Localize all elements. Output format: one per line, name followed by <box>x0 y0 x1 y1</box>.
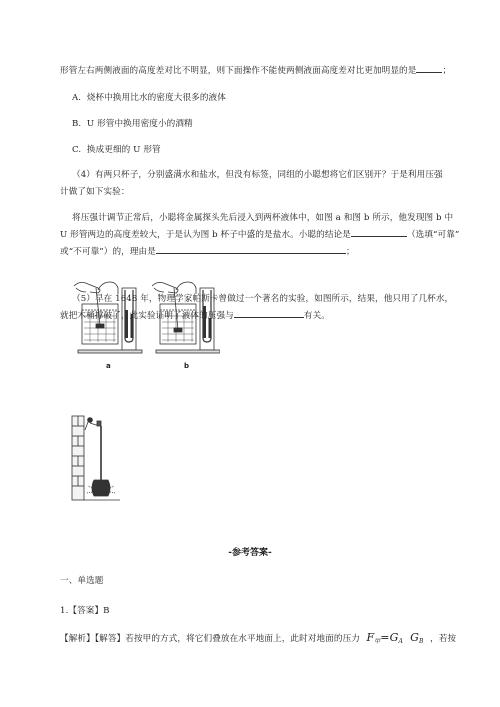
answer-1: 1.【答案】B <box>60 606 110 616</box>
q5-line2-pre: 就把木桶撑破了，此实验证明了液体的压强与 <box>60 311 234 321</box>
q4-line4 <box>60 228 459 240</box>
q5-line2-post: 有关。 <box>303 311 330 321</box>
option-a-text: 烧杯中换用比水的密度大很多的液体 <box>86 93 226 103</box>
answer-blank-reliable[interactable] <box>351 228 407 237</box>
section-heading: 一、单选题 <box>60 576 104 586</box>
option-b <box>72 117 193 129</box>
analysis-line <box>60 631 456 645</box>
formula-ga-sub: A <box>398 638 403 645</box>
pressure-formula <box>363 631 427 644</box>
option-a <box>72 91 226 103</box>
formula-eq: =G <box>380 631 399 644</box>
formula-gb-sub: B <box>419 638 424 645</box>
option-c-label: C. <box>72 145 82 155</box>
q5-line2 <box>60 309 330 321</box>
answer-blank-pascal[interactable] <box>234 309 304 318</box>
option-c <box>72 143 161 155</box>
figure-a-label: a <box>106 362 111 370</box>
q4-line5-pre: 或“不可靠”）的，理由是 <box>60 247 156 257</box>
option-b-label: B. <box>72 119 82 129</box>
q4-line5-post: ； <box>345 247 355 257</box>
pascal-barrel-figure <box>70 412 130 502</box>
q4-line1: （4）有两只杯子，分别盛满水和盐水，但没有标签，同组的小聪想将它们区别开？于是利用压强 <box>72 170 443 180</box>
formula-f: F <box>366 631 375 644</box>
option-b-text: U 形管中换用密度小的酒精 <box>86 119 193 129</box>
q4-line5 <box>60 245 355 257</box>
analysis-pre: 【解析】【解答】若按甲的方式，将它们叠放在水平地面上，此时对地面的压力 <box>60 634 360 644</box>
analysis-post: ，若按 <box>430 634 457 644</box>
q4-line3: 将压强计调节正常后，小聪将金属探头先后浸入到两杯液体中，如图 a 和图 b 所示，他发现图 b 中 <box>72 213 454 223</box>
option-a-label: A. <box>72 93 82 103</box>
answer-blank[interactable] <box>416 64 442 73</box>
q4-line2: 计做了如下实验： <box>60 187 130 197</box>
q4-line4-pre: U 形管两边的高度差较大，于是认为图 b 杯子中盛的是盐水。小聪的结论是 <box>60 230 351 240</box>
q5-line1: （5）早在 1648 年，物理学家帕斯卡曾做过一个著名的实验，如图所示，结果，他只用了几杯水， <box>72 294 454 304</box>
option-c-text: 换成更细的 U 形管 <box>86 145 161 155</box>
formula-f-sub: 甲 <box>374 638 381 645</box>
answer-blank-reason[interactable] <box>156 245 346 254</box>
q3-intro-end: ； <box>442 66 452 76</box>
figure-b-label: b <box>184 362 190 370</box>
q4-line4-post: （选填“可靠” <box>406 230 460 240</box>
q3-intro-text: 形管左右两侧液面的高度差对比不明显，则下面操作不能使两侧液面高度差对比更加明显的是 <box>60 66 417 76</box>
formula-g2: G <box>410 631 420 644</box>
pressure-gauge-figure <box>70 276 220 376</box>
q3-intro-line <box>60 64 451 76</box>
answer-title: -参考答案- <box>228 548 272 558</box>
